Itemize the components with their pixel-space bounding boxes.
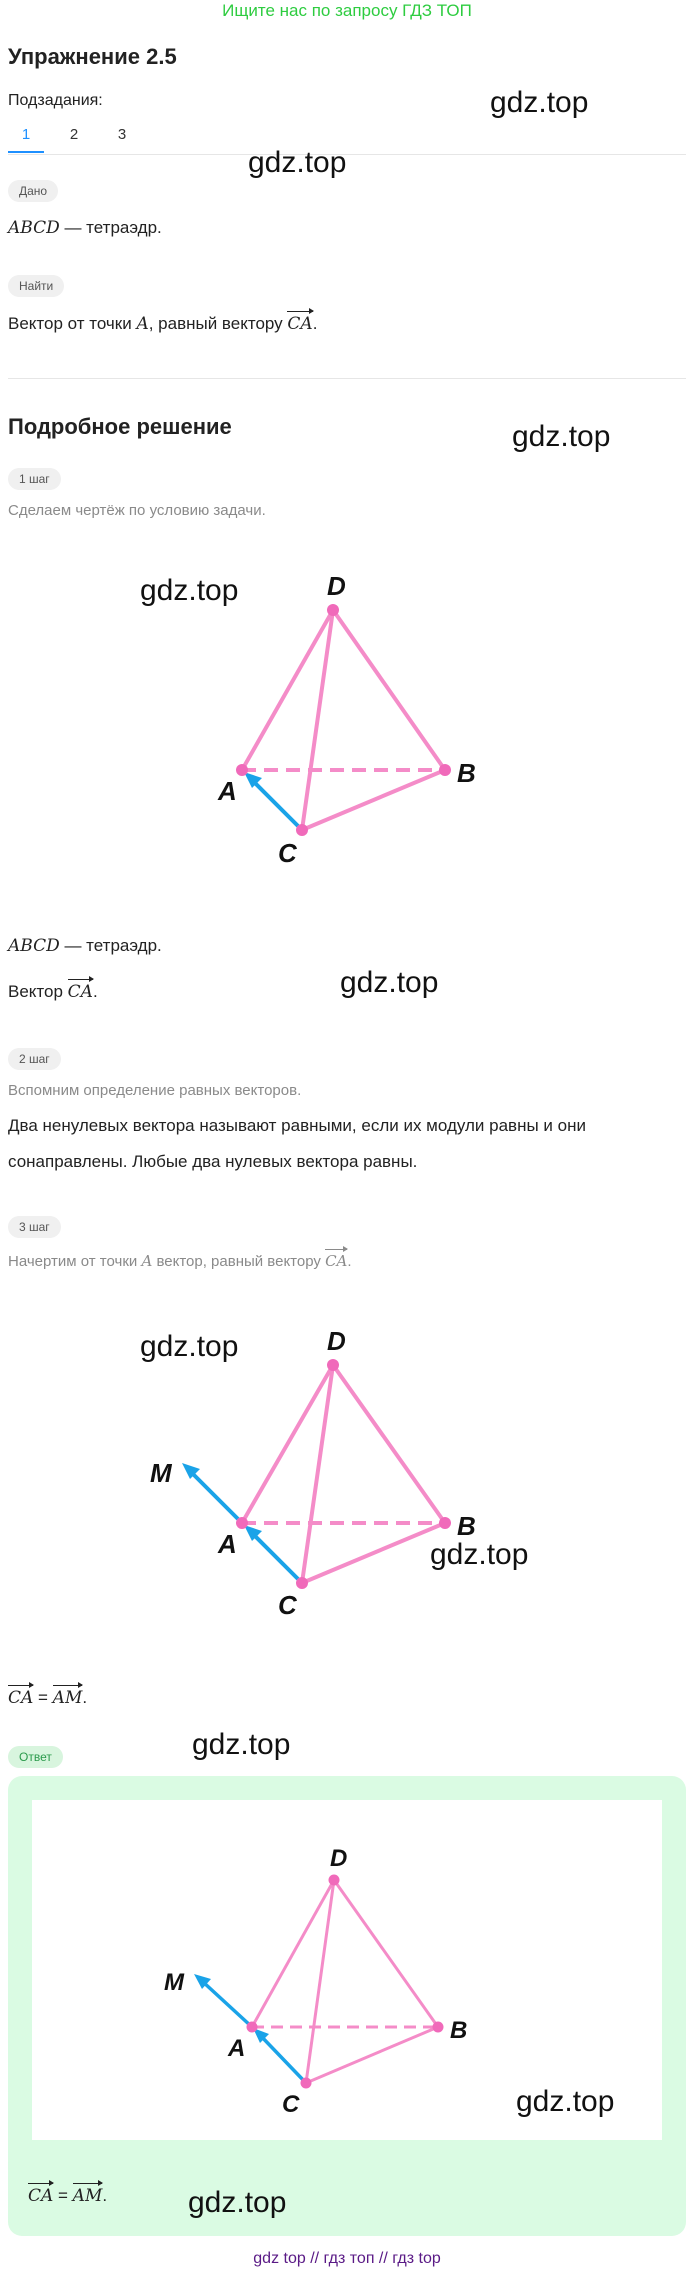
tetrahedron-diagram-answer [150,1830,490,2120]
label-m: M [164,1969,184,1996]
vector-am [202,1981,252,2027]
point-a [236,764,248,776]
search-banner: Ищите нас по запросу ГДЗ ТОП [222,1,472,20]
tab-1[interactable]: 1 [8,122,44,153]
answer-badge: Ответ [8,1746,63,1768]
divider [8,378,686,379]
watermark: gdz.top [140,1330,239,1363]
watermark: gdz.top [516,2085,615,2118]
find-badge: Найти [8,275,64,297]
edge-dc [302,610,333,830]
vector-ca [250,1531,302,1583]
step-note: Вспомним определение равных векторов. [8,1082,302,1099]
point-d [329,1875,340,1886]
step-badge: 2 шаг [8,1048,61,1070]
point-c [301,2078,312,2089]
vector-ca [250,778,302,830]
edge-da [242,1365,333,1523]
point-b [439,1517,451,1529]
label-c: C [278,838,297,868]
step-note: Начертим от точки A вектор, равный вектору CA. [8,1246,352,1270]
tab-2[interactable]: 2 [69,126,79,143]
edge-db [334,1880,438,2027]
divider [8,154,686,155]
step1-line2: Вектор CA. [8,976,98,1002]
label-b: B [450,2017,468,2044]
edge-cb [302,1523,445,1583]
definition-line-2: сонаправлены. Любые два нулевых вектора равны. [8,1152,418,1171]
tab-3[interactable]: 3 [117,126,127,143]
label-a: A [228,2035,246,2062]
subtasks-label: Подзадания: [8,92,103,109]
point-c [296,1577,308,1589]
point-b [433,2022,444,2033]
label-d: D [327,1326,346,1356]
watermark: gdz.top [140,574,239,607]
edge-db [333,610,445,770]
watermark: gdz.top [188,2186,287,2219]
footer-links[interactable]: gdz top // гдз топ // гдз top [253,2250,441,2267]
given-text: ABCD — тетраэдр. [8,218,162,238]
point-a [247,2022,258,2033]
edge-dc [306,1880,334,2083]
point-d [327,1359,339,1371]
vector-ca [259,2034,306,2083]
step-badge: 1 шаг [8,468,61,490]
subtask-tabs [8,122,152,153]
tetrahedron-diagram-1 [200,560,500,880]
label-c: C [278,1590,297,1620]
edge-cb [306,2027,438,2083]
watermark: gdz.top [512,420,611,453]
edge-da [252,1880,334,2027]
step-note: Сделаем чертёж по условию задачи. [8,502,266,519]
vector-am [190,1471,242,1523]
step-badge: 3 шаг [8,1216,61,1238]
point-d [327,604,339,616]
exercise-title: Упражнение 2.5 [8,44,177,69]
label-b: B [457,1511,476,1541]
given-badge: Дано [8,180,58,202]
watermark: gdz.top [340,966,439,999]
point-a [236,1517,248,1529]
label-m: M [150,1458,172,1488]
watermark: gdz.top [192,1728,291,1761]
label-d: D [330,1845,348,1872]
label-d: D [327,571,346,601]
tetrahedron-diagram-2 [140,1310,520,1630]
definition-line-1: Два ненулевых вектора называют равными, если их модули равны и они [8,1116,586,1135]
label-b: B [457,758,476,788]
find-text: Вектор от точки A, равный вектору CA. [8,308,317,334]
point-b [439,764,451,776]
edge-dc [302,1365,333,1583]
edge-db [333,1365,445,1523]
edge-da [242,610,333,770]
label-c: C [282,2091,300,2118]
label-a: A [218,776,237,806]
solution-title: Подробное решение [8,414,232,439]
watermark: gdz.top [490,86,589,119]
step1-line1: ABCD — тетраэдр. [8,936,162,956]
watermark: gdz.top [248,146,347,179]
vector-equality: CA = AM. [8,1682,87,1708]
watermark: gdz.top [430,1538,529,1571]
label-a: A [218,1529,237,1559]
answer-equality: CA = AM. [28,2180,107,2206]
edge-cb [302,770,445,830]
point-c [296,824,308,836]
